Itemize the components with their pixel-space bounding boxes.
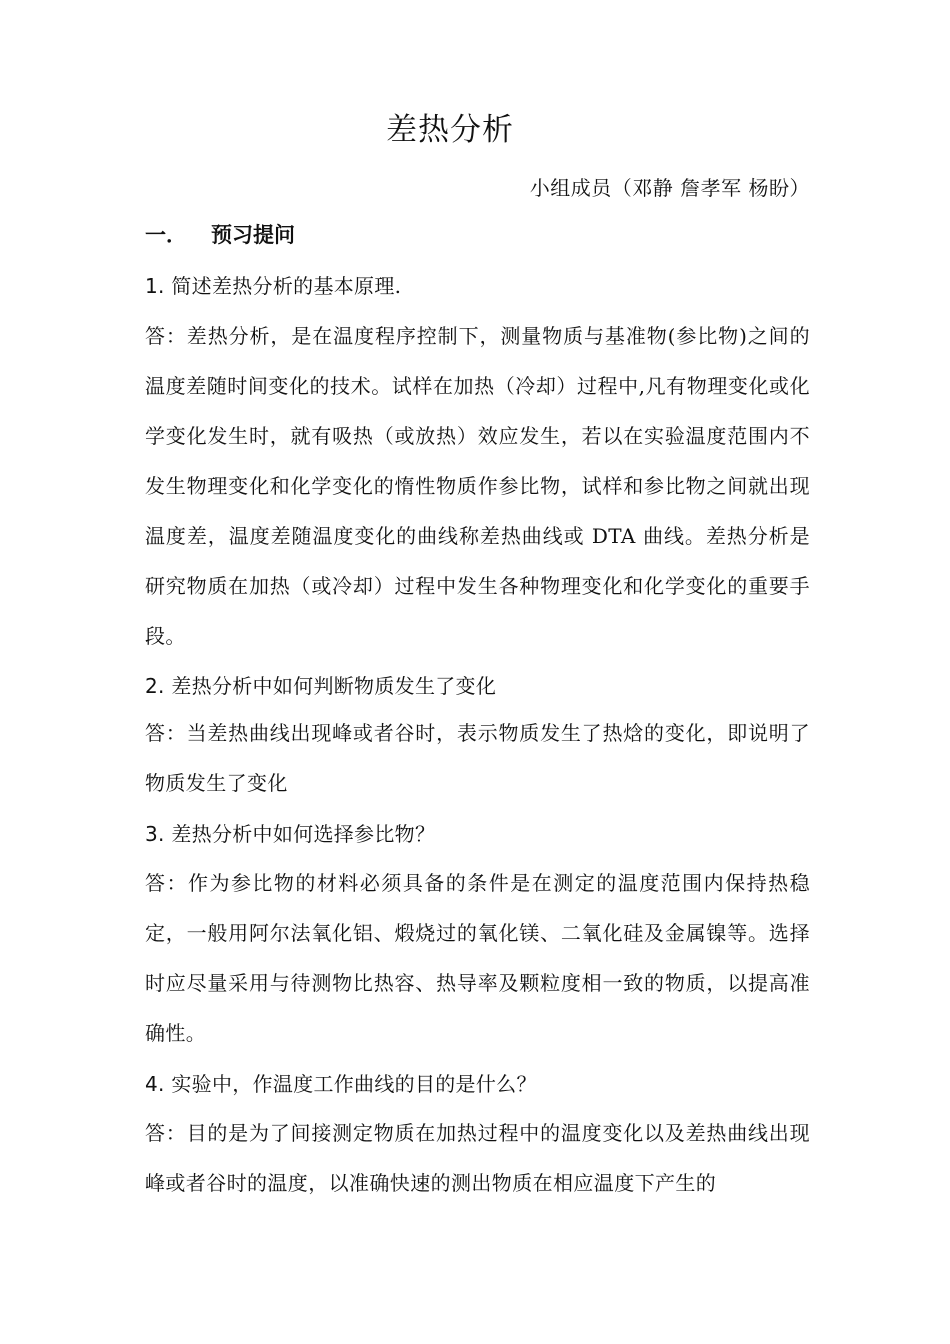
answer-1: 答：差热分析，是在温度程序控制下，测量物质与基准物(参比物)之间的温度差随时间变化的技术。试样在加热（冷却）过程中,凡有物理变化或化学变化发生时，就有吸热（或放热）效应发生，若以在实验温度范围内不发生物理变化和化学变化的惰性物质作参比物，试样和参比物之间就出现温度差，温度差随温度变化的曲线称差热曲线或 DTA 曲线。差热分析是研究物质在加热（或冷却）过程中发生各种物理变化和化学变化的重要手段。 xyxy=(145,324,810,648)
question-number: 4. xyxy=(145,1072,165,1096)
question-number: 1. xyxy=(145,274,165,298)
section-heading xyxy=(145,219,295,249)
document-title: 差热分析 xyxy=(386,112,514,148)
answer-4: 答：目的是为了间接测定物质在加热过程中的温度变化以及差热曲线出现峰或者谷时的温度，以准确快速的测出物质在相应温度下产生的 xyxy=(145,1121,810,1195)
question-4 xyxy=(145,1068,537,1097)
question-1 xyxy=(145,270,401,299)
question-text: 简述差热分析的基本原理. xyxy=(171,274,402,298)
question-2 xyxy=(145,670,496,699)
answer-3: 答：作为参比物的材料必须具备的条件是在测定的温度范围内保持热稳定，一般用阿尔法氧化铝、煅烧过的氧化镁、二氧化硅及金属镍等。选择时应尽量采用与待测物比热容、热导率及颗粒度相一致的物质，以提高准确性。 xyxy=(145,871,810,1045)
question-text: 实验中，作温度工作曲线的目的是什么？ xyxy=(171,1072,537,1096)
question-text: 差热分析中如何判断物质发生了变化 xyxy=(171,674,497,698)
section-title: 预习提问 xyxy=(211,223,295,247)
question-text: 差热分析中如何选择参比物？ xyxy=(171,822,436,846)
group-members: 小组成员（邓静 詹孝军 杨盼） xyxy=(529,176,810,200)
question-number: 3. xyxy=(145,822,165,846)
section-number: 一． xyxy=(145,223,187,247)
answer-2: 答：当差热曲线出现峰或者谷时，表示物质发生了热焓的变化，即说明了物质发生了变化 xyxy=(145,721,810,795)
question-number: 2. xyxy=(145,674,165,698)
question-3 xyxy=(145,818,435,847)
